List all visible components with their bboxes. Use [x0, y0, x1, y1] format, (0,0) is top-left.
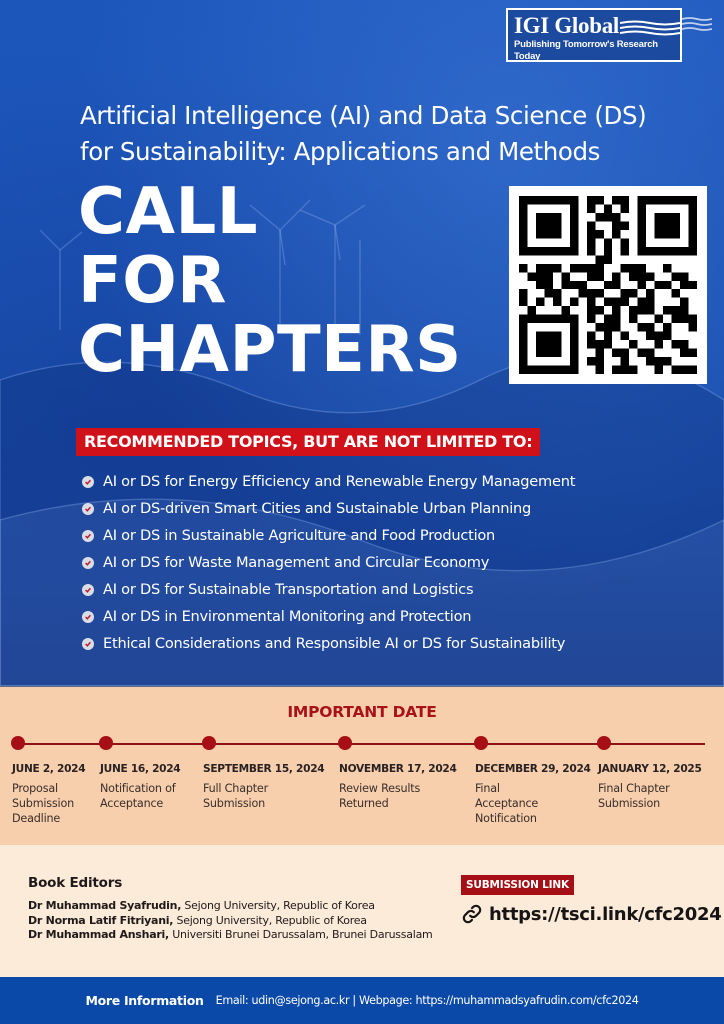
topic-text: AI or DS in Environmental Monitoring and Protection: [103, 608, 472, 625]
editor-affiliation: Universiti Brunei Darussalam, Brunei Darussalam: [169, 928, 433, 941]
submission-url: https://tsci.link/cfc2024: [489, 903, 722, 925]
milestone: [598, 736, 702, 811]
topics-list: [82, 468, 575, 657]
timeline-dot: [597, 736, 611, 750]
topic-item: [82, 468, 575, 495]
milestone-desc: Final Chapter Submission: [598, 782, 670, 810]
milestone-date: SEPTEMBER 15, 2024: [203, 763, 325, 775]
topic-item: [82, 522, 575, 549]
check-circle-icon: [82, 557, 94, 569]
publisher-name: IGI Global: [514, 13, 620, 38]
timeline-dot: [474, 736, 488, 750]
book-title-line1: Artificial Intelligence (AI) and Data Science (DS): [80, 101, 647, 130]
editor-item: [28, 928, 433, 943]
topic-text: AI or DS for Waste Management and Circular Economy: [103, 554, 490, 571]
milestone-desc: Final Acceptance Notification: [475, 782, 539, 825]
more-information-label: More Information: [85, 993, 204, 1008]
book-title-line2: for Sustainability: Applications and Methods: [80, 137, 601, 166]
milestone: [203, 736, 325, 811]
milestone-desc: Notification of Acceptance: [100, 782, 176, 810]
milestone-desc: Proposal Submission Deadline: [12, 782, 75, 825]
important-dates-title: IMPORTANT DATE: [287, 703, 437, 721]
milestone: [475, 736, 591, 826]
important-dates-section: [0, 686, 724, 845]
footer: [0, 977, 724, 1024]
milestone-date: JANUARY 12, 2025: [598, 763, 702, 775]
milestone-date: NOVEMBER 17, 2024: [339, 763, 457, 775]
timeline-dot: [338, 736, 352, 750]
submission-link-label: SUBMISSION LINK: [461, 875, 574, 895]
topic-item: [82, 495, 575, 522]
headline-line2: FOR: [78, 244, 227, 318]
check-circle-icon: [82, 584, 94, 596]
contact-info[interactable]: Email: udin@sejong.ac.kr | Webpage: https://muhammadsyafrudin.com/cfc2024: [215, 994, 639, 1007]
igi-global-logo: [506, 8, 682, 62]
editor-name: Dr Muhammad Syafrudin,: [28, 899, 182, 912]
headline-line1: CALL: [78, 175, 259, 249]
check-circle-icon: [82, 503, 94, 515]
topic-text: AI or DS for Energy Efficiency and Renewable Energy Management: [103, 473, 576, 490]
editor-affiliation: Sejong University, Republic of Korea: [173, 913, 367, 927]
milestone-date: DECEMBER 29, 2024: [475, 763, 591, 775]
editors-list: [28, 899, 433, 943]
check-circle-icon: [82, 638, 94, 650]
topic-text: AI or DS for Sustainable Transportation and Logistics: [103, 581, 474, 598]
editor-name: Dr Muhammad Anshari,: [28, 928, 169, 941]
editor-item: [28, 899, 433, 914]
qr-code-icon: [519, 196, 697, 374]
topic-item: [82, 576, 575, 603]
publisher-tagline: Publishing Tomorrow's Research Today: [514, 39, 658, 62]
topic-item: [82, 630, 575, 657]
editor-affiliation: Sejong University, Republic of Korea: [181, 899, 375, 912]
topic-text: AI or DS in Sustainable Agriculture and Food Production: [103, 527, 496, 544]
timeline-dot: [11, 736, 25, 750]
timeline-dot: [202, 736, 216, 750]
milestone: [100, 736, 196, 811]
topics-banner: RECOMMENDED TOPICS, BUT ARE NOT LIMITED TO:: [76, 428, 540, 456]
milestone-desc: Review Results Returned: [339, 782, 421, 810]
milestone-date: JUNE 16, 2024: [100, 763, 181, 775]
editor-name: Dr Norma Latif Fitriyani,: [28, 913, 174, 927]
check-circle-icon: [82, 476, 94, 488]
topic-item: [82, 549, 575, 576]
headline-line3: CHAPTERS: [78, 313, 462, 387]
check-circle-icon: [82, 611, 94, 623]
book-editors-title: Book Editors: [28, 875, 123, 891]
book-title: [80, 98, 700, 170]
topic-item: [82, 603, 575, 630]
check-circle-icon: [82, 530, 94, 542]
link-icon: [461, 903, 483, 925]
topic-text: Ethical Considerations and Responsible AI or DS for Sustainability: [103, 635, 566, 652]
qr-code[interactable]: [509, 186, 707, 384]
call-for-chapters-headline: [78, 175, 462, 387]
logo-waves-tail-icon: [682, 16, 712, 32]
timeline-dot: [99, 736, 113, 750]
editor-item: [28, 914, 433, 929]
editors-section: [0, 845, 724, 977]
milestone: [12, 736, 96, 826]
logo-waves-icon: [620, 20, 680, 36]
milestone-date: JUNE 2, 2024: [12, 763, 86, 775]
milestone: [339, 736, 457, 811]
milestone-desc: Full Chapter Submission: [203, 782, 269, 810]
submission-link[interactable]: [461, 903, 721, 925]
topic-text: AI or DS-driven Smart Cities and Sustainable Urban Planning: [103, 500, 532, 517]
